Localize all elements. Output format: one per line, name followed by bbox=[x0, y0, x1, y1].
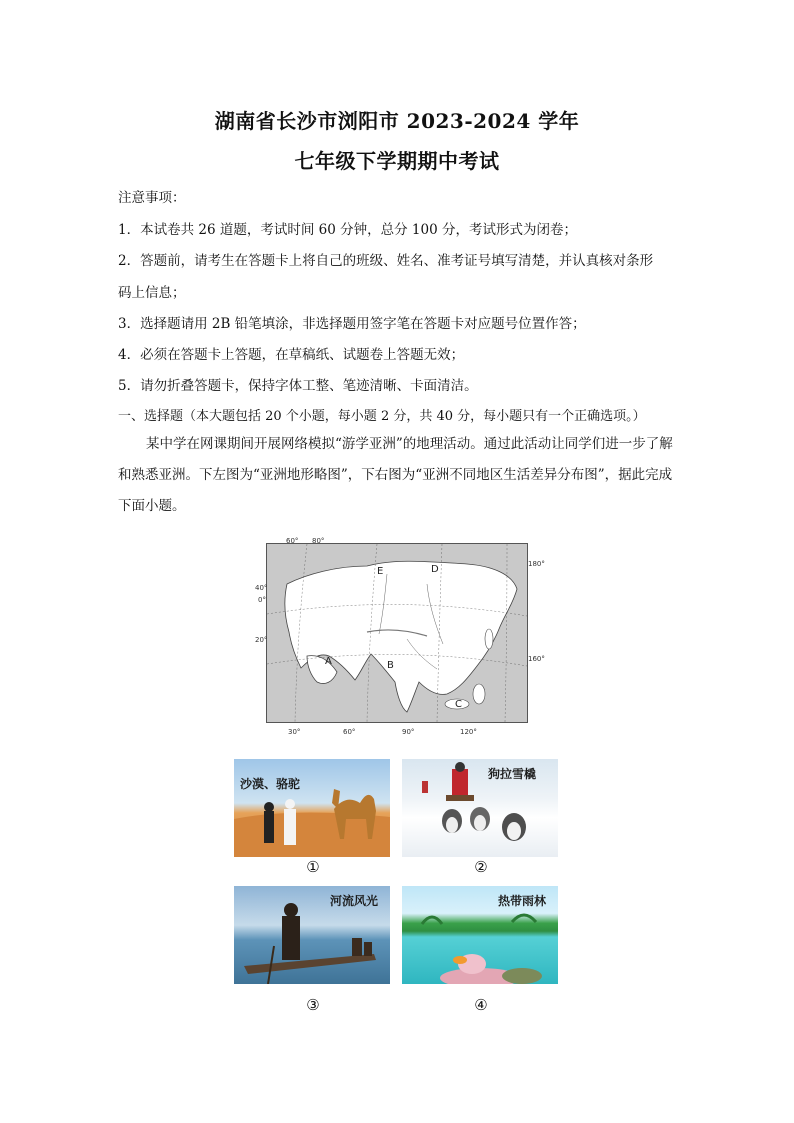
map-marker-a: A bbox=[325, 656, 332, 667]
exam-title-line2: 七年级下学期期中考试 bbox=[294, 149, 500, 173]
degree-label: 90° bbox=[402, 728, 415, 736]
photo-number: ① bbox=[306, 858, 320, 876]
degree-label: 80° bbox=[312, 537, 325, 545]
notice-item: 2．答题前，请考生在答题卡上将自己的班级、姓名、准考证号填写清楚，并认真核对条形 bbox=[118, 253, 654, 269]
photo-desert-camel bbox=[234, 759, 390, 857]
longitude-line bbox=[505, 544, 507, 722]
notice-heading: 注意事项： bbox=[118, 190, 186, 206]
degree-label: 160° bbox=[528, 655, 545, 663]
degree-label: 180° bbox=[528, 560, 545, 568]
island bbox=[473, 684, 485, 704]
map-marker-b: B bbox=[387, 660, 394, 671]
degree-label: 20° bbox=[255, 636, 268, 644]
photo-caption: 热带雨林 bbox=[498, 894, 547, 908]
photo-river-scenery bbox=[234, 886, 390, 984]
section-intro: 某中学在网课期间开展网络模拟“游学亚洲”的地理活动。通过此活动让同学们进一步了解和熟悉亚洲。下左图为“亚洲地形略图”，下右图为“亚洲不同地区生活差异分布图”，据此完成下面小题。 bbox=[118, 436, 673, 514]
photo-caption: 狗拉雪橇 bbox=[488, 767, 537, 781]
degree-label: 120° bbox=[460, 728, 477, 736]
degree-label: 60° bbox=[286, 537, 299, 545]
island bbox=[485, 629, 493, 649]
photo-number: ④ bbox=[474, 996, 488, 1014]
desert-illustration bbox=[234, 759, 390, 857]
map-drawing bbox=[267, 544, 527, 722]
degree-label: 30° bbox=[288, 728, 301, 736]
notice-item: 1．本试卷共 26 道题，考试时间 60 分钟，总分 100 分，考试形式为闭卷； bbox=[118, 222, 577, 238]
map-marker-c: C bbox=[455, 699, 462, 710]
photo-tropical-rainforest bbox=[402, 886, 558, 984]
notice-item: 4．必须在答题卡上答题，在草稿纸、试题卷上答题无效； bbox=[118, 347, 465, 363]
degree-label: 0° bbox=[258, 596, 266, 604]
photo-caption: 沙漠、骆驼 bbox=[240, 777, 301, 791]
asia-terrain-map bbox=[266, 543, 528, 723]
photo-number: ② bbox=[474, 858, 488, 876]
section-heading: 一、选择题（本大题包括 20 个小题，每小题 2 分，共 40 分，每小题只有一个正确选项。） bbox=[118, 409, 646, 424]
map-marker-d: D bbox=[431, 564, 439, 575]
photo-number: ③ bbox=[306, 996, 320, 1014]
notice-item: 5．请勿折叠答题卡，保持字体工整、笔迹清晰、卡面清洁。 bbox=[118, 378, 478, 394]
notice-item: 码上信息； bbox=[118, 285, 186, 301]
photo-caption: 河流风光 bbox=[330, 894, 379, 908]
notice-item: 3．选择题请用 2B 铅笔填涂，非选择题用签字笔在答题卡对应题号位置作答； bbox=[118, 316, 586, 332]
degree-label: 60° bbox=[343, 728, 356, 736]
photo-dog-sled bbox=[402, 759, 558, 857]
exam-title-line1: 湖南省长沙市浏阳市 2023-2024 学年 bbox=[214, 109, 580, 133]
arabian-peninsula bbox=[307, 656, 337, 684]
degree-label: 40° bbox=[255, 584, 268, 592]
map-marker-e: E bbox=[377, 566, 384, 577]
